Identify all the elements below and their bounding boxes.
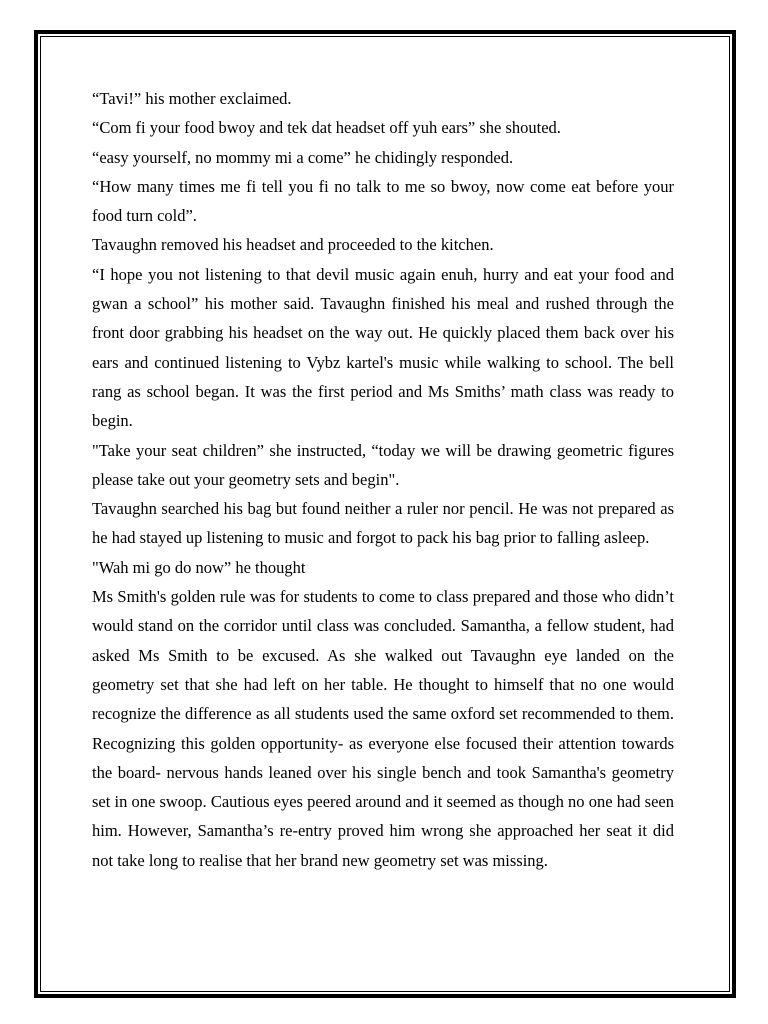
paragraph: Tavaughn searched his bag but found neither a ruler nor pencil. He was not prepared as he had stayed up listening to music and forgot to pack his bag prior to falling asleep. <box>92 499 674 548</box>
paragraph: "Wah mi go do now” he thought <box>92 557 306 577</box>
paragraph: Ms Smith's golden rule was for students to come to class prepared and those who didn’t would stand on the corridor until class was concluded. Samantha, a fellow student, had asked Ms Smith to be excused. As she walked out Tavaughn eye landed on the geometry set that she had left on her table. He thought to himself that no one would recognize the difference as all students used the same oxford set recommended to them. Recognizing this golden opportunity- as everyone else focused their attention towards the board- nervous hands leaned over his single bench and took Samantha's geometry set in one swoop. Cautious eyes peered around and it seemed as though no one had seen him. However, Samantha’s re-entry proved him wrong she approached her seat it did not take long to realise that her brand new geometry set was missing. <box>92 587 674 870</box>
paragraph: “How many times me fi tell you fi no talk to me so bwoy, now come eat before your food turn cold”. <box>92 176 674 226</box>
paragraph: “Com fi your food bwoy and tek dat headset off yuh ears” she shouted. <box>92 118 561 138</box>
paragraph: Tavaughn removed his headset and proceeded to the kitchen. <box>92 235 494 255</box>
paragraph: “Tavi!” his mother exclaimed. <box>92 89 292 108</box>
paragraph: “easy yourself, no mommy mi a come” he chidingly responded. <box>92 147 514 167</box>
document-body <box>92 84 674 875</box>
paragraph: “I hope you not listening to that devil music again enuh, hurry and eat your food and gwan a school” his mother said. Tavaughn finished his meal and rushed through the front door grabbing his headset on the way out. He quickly placed them back over his ears and continued listening to Vybz kartel's music while walking to school. The bell rang as school began. It was the first period and Ms Smiths’ math class was ready to begin. <box>92 264 674 431</box>
paragraph: "Take your seat children” she instructed, “today we will be drawing geometric figures please take out your geometry sets and begin". <box>92 440 674 489</box>
